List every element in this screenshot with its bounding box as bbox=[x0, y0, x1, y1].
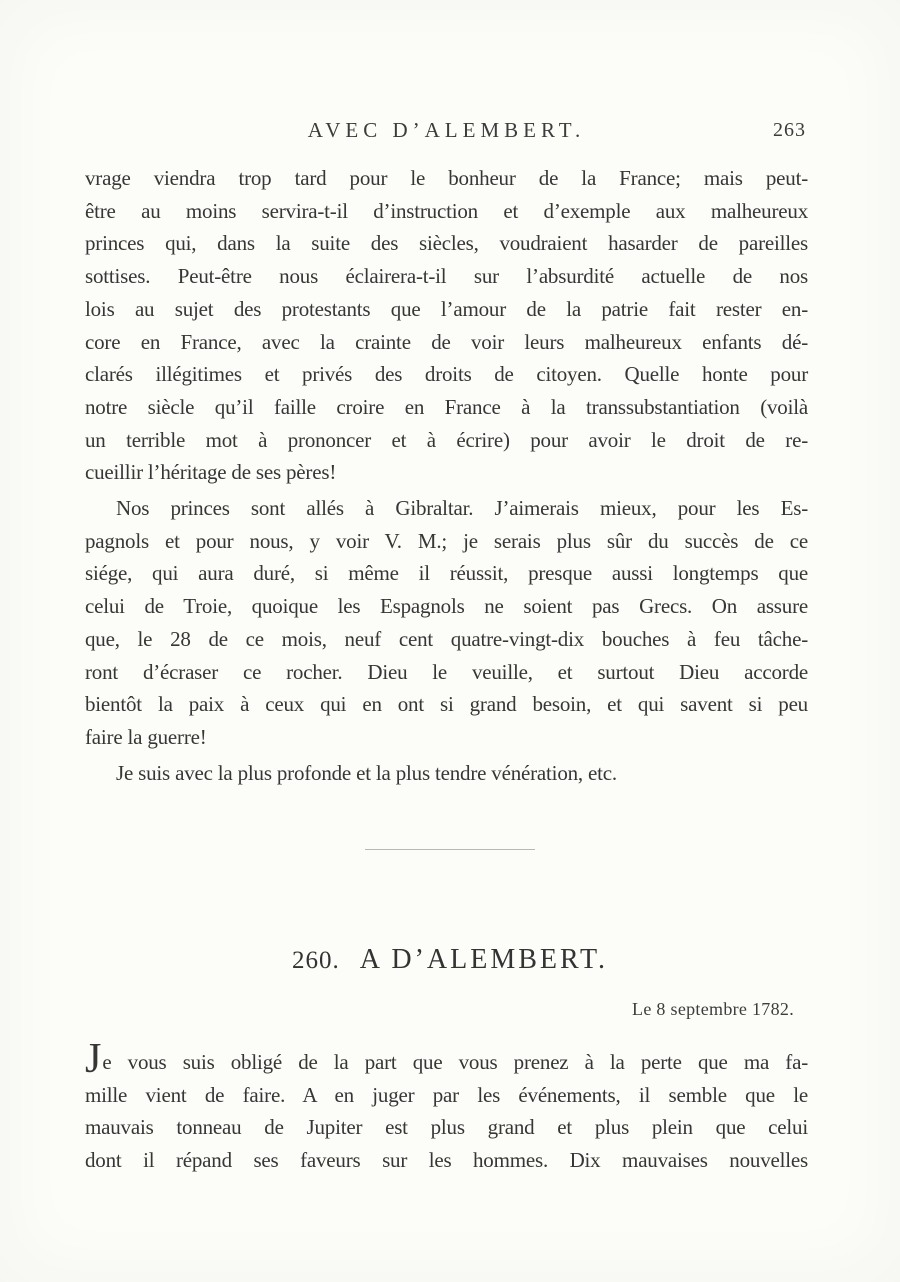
text-line: que, le 28 de ce mois, neuf cent quatre-vingt-dix bouches à feu tâche- bbox=[85, 626, 808, 651]
text-line: dont il répand ses faveurs sur les hommes. Dix mauvaises nouvelles bbox=[85, 1148, 808, 1173]
paragraph bbox=[85, 492, 808, 754]
text-line: mille vient de faire. A en juger par les événements, il semble que le bbox=[85, 1082, 808, 1107]
section-divider-rule bbox=[365, 849, 535, 850]
text-line: Je suis avec la plus profonde et la plus tendre vénération, etc. bbox=[116, 760, 617, 785]
drop-cap-initial: J bbox=[85, 1036, 102, 1082]
letter-number: 260. bbox=[291, 947, 340, 974]
text-line: Je vous suis obligé de la part que vous prenez à la perte que ma fa- bbox=[85, 1036, 808, 1082]
page-number: 263 bbox=[773, 119, 806, 141]
text-line: princes qui, dans la suite des siècles, voudraient hasarder de pareilles bbox=[85, 231, 808, 256]
letter-260-text bbox=[85, 1036, 808, 1177]
letter-continuation-text bbox=[85, 162, 808, 789]
text-line: vrage viendra trop tard pour le bonheur de la France; mais peut- bbox=[85, 166, 808, 190]
text-line: ront d’écraser ce rocher. Dieu le veuille, et surtout Dieu accorde bbox=[85, 659, 808, 684]
paragraph bbox=[85, 1036, 808, 1177]
paragraph bbox=[85, 757, 808, 790]
text-line: être au moins servira-t-il d’instruction et d’exemple aux malheureux bbox=[85, 198, 808, 223]
text-line: clarés illégitimes et privés des droits de citoyen. Quelle honte pour bbox=[85, 362, 808, 387]
text-line: cueillir l’héritage de ses pères! bbox=[85, 460, 337, 485]
letter-date: Le 8 septembre 1782. bbox=[632, 999, 794, 1019]
paragraph bbox=[85, 162, 808, 489]
text-line: Nos princes sont allés à Gibraltar. J’aimerais mieux, pour les Es- bbox=[116, 496, 808, 521]
running-header-title: AVEC D’ALEMBERT. bbox=[307, 118, 586, 142]
text-line: mauvais tonneau de Jupiter est plus grand et plus plein que celui bbox=[85, 1115, 808, 1140]
running-header bbox=[85, 118, 808, 148]
text-line: faire la guerre! bbox=[85, 724, 207, 749]
text-line: pagnols et pour nous, y voir V. M.; je serais plus sûr du succès de ce bbox=[85, 528, 808, 553]
text-line: core en France, avec la crainte de voir leurs malheureux enfants dé- bbox=[85, 329, 808, 354]
letter-heading bbox=[0, 944, 900, 976]
text-line: sottises. Peut-être nous éclairera-t-il sur l’absurdité actuelle de nos bbox=[85, 264, 808, 289]
text-line: un terrible mot à prononcer et à écrire) pour avoir le droit de re- bbox=[85, 427, 808, 452]
text-line: celui de Troie, quoique les Espagnols ne soient pas Grecs. On assure bbox=[85, 594, 808, 619]
text-line: siége, qui aura duré, si même il réussit, presque aussi longtemps que bbox=[85, 561, 808, 586]
text-line: lois au sujet des protestants que l’amour de la patrie fait rester en- bbox=[85, 296, 808, 321]
letter-title: A D’ALEMBERT. bbox=[359, 944, 609, 975]
text-line: notre siècle qu’il faille croire en France à la transsubstantiation (voilà bbox=[85, 394, 808, 419]
text-line: bientôt la paix à ceux qui en ont si grand besoin, et qui savent si peu bbox=[85, 692, 808, 717]
